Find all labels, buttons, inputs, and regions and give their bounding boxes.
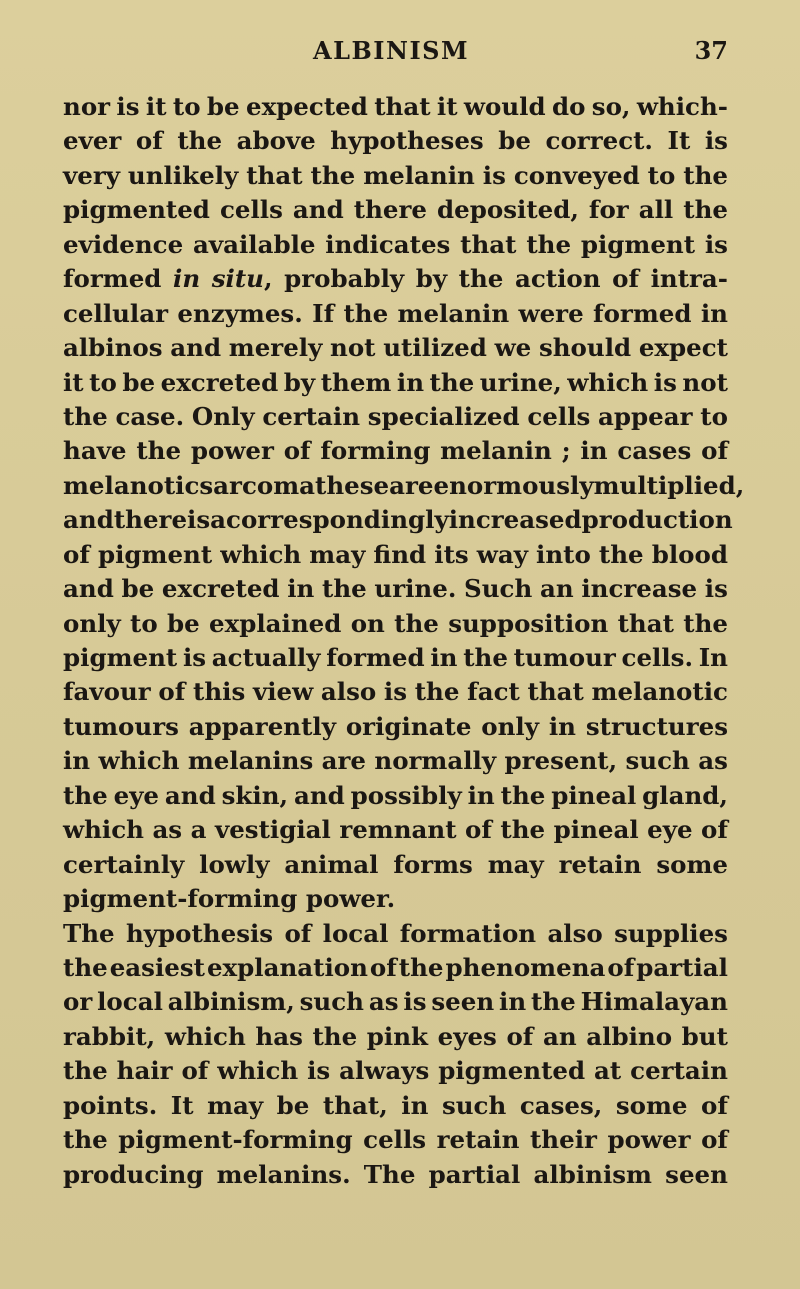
text-line: evidence available indicates that the pigment is [63,229,728,259]
text-line: pigment-forming power. [63,884,396,914]
text-line: producing melanins. The partial albinism seen [63,1159,728,1189]
body-text [63,90,745,1192]
running-head [0,28,800,68]
page-number: 37 [694,36,728,65]
text-line: pigmented cells and there deposited, for all the [63,195,728,225]
text-line: tumours apparently originate only in structures [63,711,728,741]
text-line: of pigment which may find its way into the blood [63,539,728,569]
chapter-title: ALBINISM [313,36,470,65]
text-line: very unlikely that the melanin is conveyed to the [63,160,728,190]
text-line: or local albinism, such as is seen in the Himalayan [63,987,728,1017]
text-line: and there is a correspondingly increased production [63,505,733,535]
text-line: The hypothesis of local formation also supplies [63,918,728,948]
text-line: certainly lowly animal forms may retain some [63,849,728,879]
text-line: the hair of which is always pigmented at certain [63,1056,728,1086]
text-line: ever of the above hypotheses be correct. It is [63,126,728,156]
text-line: the pigment-forming cells retain their power of [63,1125,728,1155]
text-line: it to be excreted by them in the urine, which is not [63,367,728,397]
text-line: rabbit, which has the pink eyes of an albino but [63,1021,728,1051]
text-line: melanotic sarcoma these are enormously multiplied, [63,470,745,500]
text-line: formed in situ, probably by the action of intra- [63,264,728,294]
text-line: only to be explained on the supposition that the [63,608,728,638]
text-line: nor is it to be expected that it would do so, which- [63,92,728,121]
text-line: the case. Only certain specialized cells appear to [63,401,728,431]
text-line: cellular enzymes. If the melanin were formed in [63,298,728,328]
text-line: have the power of forming melanin ; in cases of [63,436,728,466]
text-line: the easiest explanation of the phenomena of partial [63,952,728,982]
text-line: albinos and merely not utilized we should expect [63,333,728,363]
text-line: pigment is actually formed in the tumour cells. In [63,643,728,672]
text-line: and be excreted in the urine. Such an increase is [63,574,728,604]
text-line: in which melanins are normally present, such as [63,746,728,776]
text-line: which as a vestigial remnant of the pineal eye of [63,815,728,845]
text-line: the eye and skin, and possibly in the pineal gland, [63,780,728,810]
text-line: points. It may be that, in such cases, some of [63,1090,728,1120]
text-line: favour of this view also is the fact that melanotic [63,677,728,707]
